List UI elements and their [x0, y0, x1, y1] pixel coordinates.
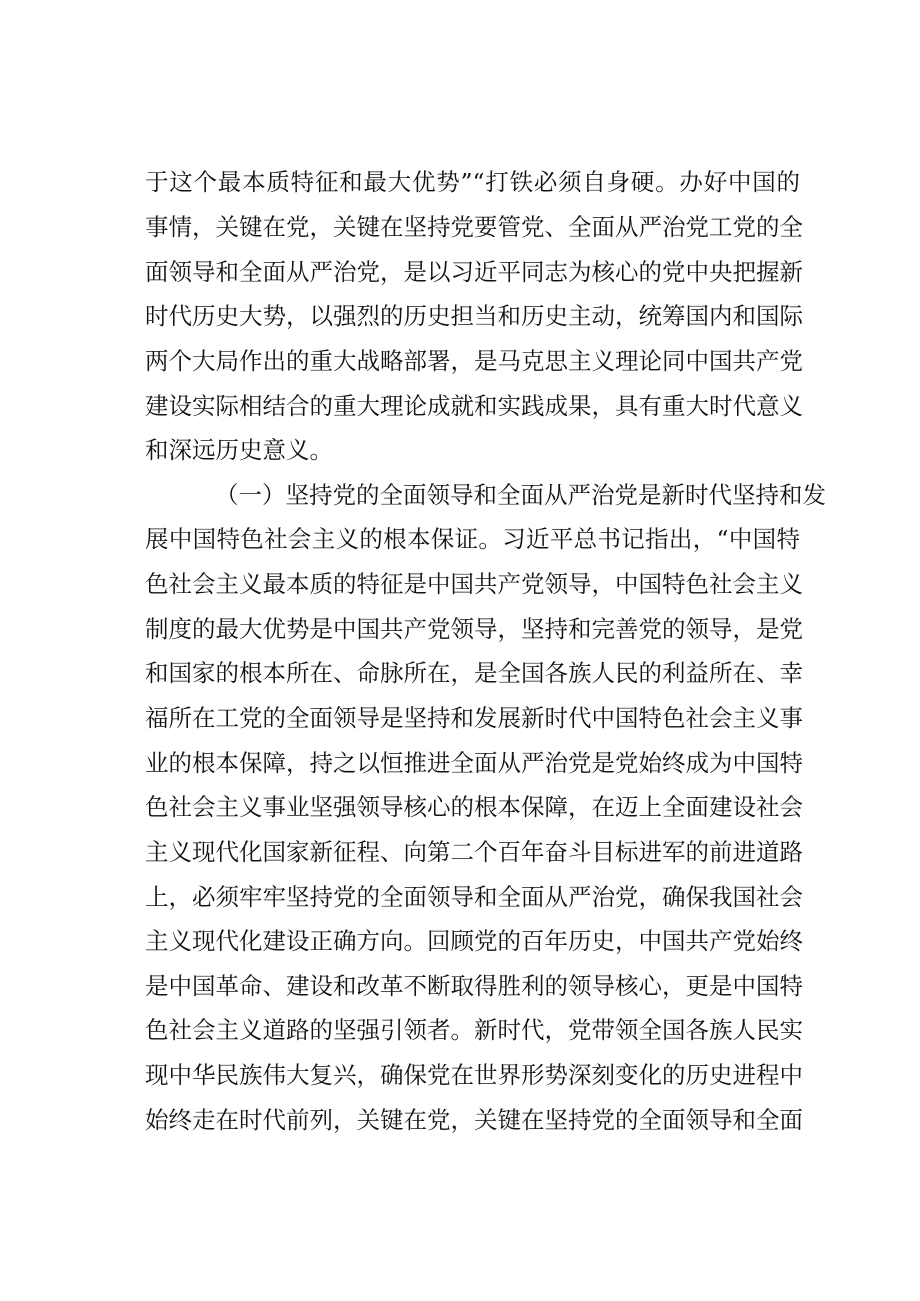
text-line: 和国家的根本所在、命脉所在，是全国各族人民的利益所在、幸	[145, 659, 803, 687]
text-line: 事情，关键在党，关键在坚持党要管党、全面从严治党工党的全	[145, 213, 803, 241]
section-heading-line: （一）坚持党的全面领导和全面从严治党是新时代坚持和发	[215, 481, 826, 509]
text-line: 制度的最大优势是中国共产党领导，坚持和完善党的领导，是党	[145, 615, 803, 643]
text-line: 色社会主义最本质的特征是中国共产党领导，中国特色社会主义	[145, 570, 803, 598]
text-line: 时代历史大势，以强烈的历史担当和历史主动，统筹国内和国际	[145, 302, 803, 330]
text-line: 两个大局作出的重大战略部署，是马克思主义理论同中国共产党	[145, 347, 803, 375]
text-line: 主义现代化建设正确方向。回顾党的百年历史，中国共产党始终	[145, 927, 803, 955]
text-line: 面领导和全面从严治党，是以习近平同志为核心的党中央把握新	[145, 258, 803, 286]
text-line: 色社会主义道路的坚强引领者。新时代，党带领全国各族人民实	[145, 1016, 803, 1044]
text-line: 现中华民族伟大复兴，确保党在世界形势深刻变化的历史进程中	[145, 1061, 803, 1089]
text-line: 于这个最本质特征和最大优势”“打铁必须自身硬。办好中国的	[145, 168, 800, 196]
text-line: 福所在工党的全面领导是坚持和发展新时代中国特色社会主义事	[145, 704, 803, 732]
text-line: 和深远历史意义。	[145, 436, 333, 464]
text-line: 是中国革命、建设和改革不断取得胜利的领导核心，更是中国特	[145, 972, 803, 1000]
text-line: 色社会主义事业坚强领导核心的根本保障，在迈上全面建设社会	[145, 793, 803, 821]
text-line: 业的根本保障，持之以恒推进全面从严治党是党始终成为中国特	[145, 749, 803, 777]
text-line: 建设实际相结合的重大理论成就和实践成果，具有重大时代意义	[145, 392, 803, 420]
text-line: 上，必须牢牢坚持党的全面领导和全面从严治党，确保我国社会	[145, 883, 803, 911]
text-line: 展中国特色社会主义的根本保证。习近平总书记指出，“中国特	[145, 525, 800, 553]
text-line: 主义现代化国家新征程、向第二个百年奋斗目标进军的前进道路	[145, 838, 803, 866]
text-line: 始终走在时代前列，关键在党，关键在坚持党的全面领导和全面	[145, 1106, 803, 1134]
